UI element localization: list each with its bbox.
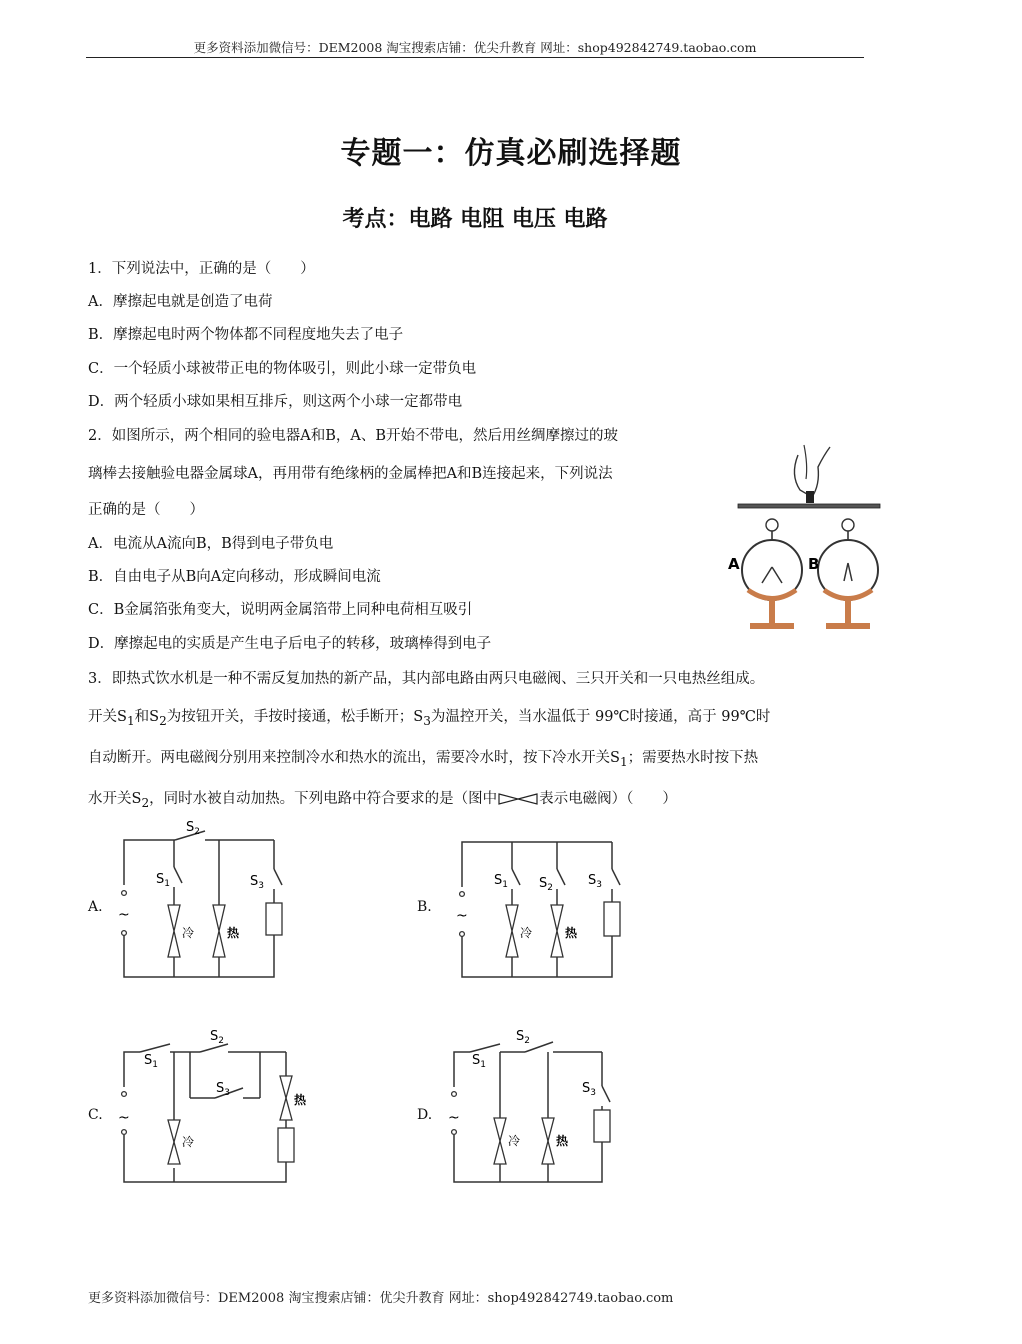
q1-option-b: B．摩擦起电时两个物体都不同程度地失去了电子	[88, 327, 404, 343]
q3-stem	[88, 661, 868, 823]
svg-text:S3: $S_3$	[250, 874, 264, 891]
svg-text:S2: $S_2$	[210, 1029, 224, 1046]
svg-text:~: ~	[118, 907, 130, 923]
page-header: 更多资料添加微信号：DEM2008 淘宝搜索店铺：优尖升教育 网址：shop492842749.taobao.com	[193, 40, 757, 55]
electroscope-label-a: A	[728, 555, 740, 573]
circuit-c	[110, 1022, 307, 1192]
svg-text:S2: $S_2$	[186, 820, 200, 837]
svg-text:S3: $S_3$	[588, 873, 602, 890]
svg-text:冷: 冷	[182, 926, 195, 940]
svg-text:热: 热	[556, 1134, 569, 1148]
svg-text:热: 热	[565, 926, 578, 940]
electroscope-b	[818, 519, 878, 629]
q3-line-2: 开关$S_1$和$S_2$为按钮开关，手按时接通，松手断开；$S_3$为温控开关，当水温低于 99℃时接通，高于 99℃时	[88, 708, 771, 728]
q1-stem: 1．下列说法中，正确的是（ ）	[88, 261, 315, 277]
circuit-a	[110, 815, 290, 985]
svg-text:冷: 冷	[182, 1135, 195, 1149]
q3-option-a-label: A.	[88, 899, 103, 915]
circuit-b	[448, 832, 628, 984]
svg-text:~: ~	[118, 1110, 130, 1126]
svg-text:S1: $S_1$	[144, 1053, 158, 1070]
page-footer: 更多资料添加微信号：DEM2008 淘宝搜索店铺：优尖升教育 网址：shop492842749.taobao.com	[88, 1291, 674, 1306]
svg-text:S1: $S_1$	[494, 873, 508, 890]
q3-option-c-label: C.	[88, 1107, 103, 1123]
q3-option-d-label: D.	[417, 1107, 433, 1123]
svg-text:S2: $S_2$	[539, 876, 553, 893]
circuit-d	[440, 1022, 630, 1192]
valve-symbol-icon	[497, 792, 539, 806]
svg-text:冷: 冷	[508, 1134, 521, 1148]
electroscope-label-b: B	[808, 555, 820, 573]
q1-option-a: A．摩擦起电就是创造了电荷	[88, 294, 273, 310]
page-title: 专题一：仿真必刷选择题	[340, 136, 682, 171]
q3-line-1: 3．即热式饮水机是一种不需反复加热的新产品，其内部电路由两只电磁阀、三只开关和一只电热丝组成。	[88, 671, 765, 687]
q2-stem-line-1: 2．如图所示，两个相同的验电器A和B，A、B开始不带电，然后用丝绸摩擦过的玻	[88, 428, 618, 444]
q2-option-c: C．B金属箔张角变大，说明两金属箔带上同种电荷相互吸引	[88, 602, 473, 618]
q1-option-d: D．两个轻质小球如果相互排斥，则这两个小球一定都带电	[88, 394, 463, 410]
svg-text:S3: $S_3$	[582, 1081, 596, 1098]
page-subtitle: 考点：电路 电阻 电压 电路	[342, 206, 608, 232]
svg-text:热: 热	[227, 926, 240, 940]
q3-line-4: 水开关$S_2$，同时水被自动加热。下列电路中符合要求的是（图中 表示电磁阀）（ ）	[88, 791, 677, 811]
q2-option-d: D．摩擦起电的实质是产生电子后电子的转移，玻璃棒得到电子	[88, 636, 492, 652]
svg-text:热: 热	[294, 1093, 307, 1107]
q2-stem-line-3: 正确的是（ ）	[88, 502, 204, 518]
svg-text:S1: $S_1$	[472, 1053, 486, 1070]
svg-text:S2: $S_2$	[516, 1029, 530, 1046]
svg-text:冷: 冷	[520, 926, 533, 940]
q2-stem-line-2: 璃棒去接触验电器金属球A，再用带有绝缘柄的金属棒把A和B连接起来，下列说法	[88, 466, 613, 482]
header-divider	[86, 57, 864, 58]
svg-text:S3: $S_3$	[216, 1081, 230, 1098]
q1-option-c: C．一个轻质小球被带正电的物体吸引，则此小球一定带负电	[88, 361, 477, 377]
q3-option-b-label: B.	[417, 899, 432, 915]
svg-text:~: ~	[456, 908, 468, 924]
svg-text:S1: $S_1$	[156, 872, 170, 889]
q2-option-a: A．电流从A流向B，B得到电子带负电	[88, 536, 334, 552]
electroscope-figure	[720, 435, 890, 650]
q3-line-3: 自动断开。两电磁阀分别用来控制冷水和热水的流出，需要冷水时，按下冷水开关$S_1$；需要热水时按下热	[88, 749, 759, 769]
svg-text:~: ~	[448, 1110, 460, 1126]
electroscope-a	[742, 519, 802, 629]
q2-option-b: B．自由电子从B向A定向移动，形成瞬间电流	[88, 569, 381, 585]
